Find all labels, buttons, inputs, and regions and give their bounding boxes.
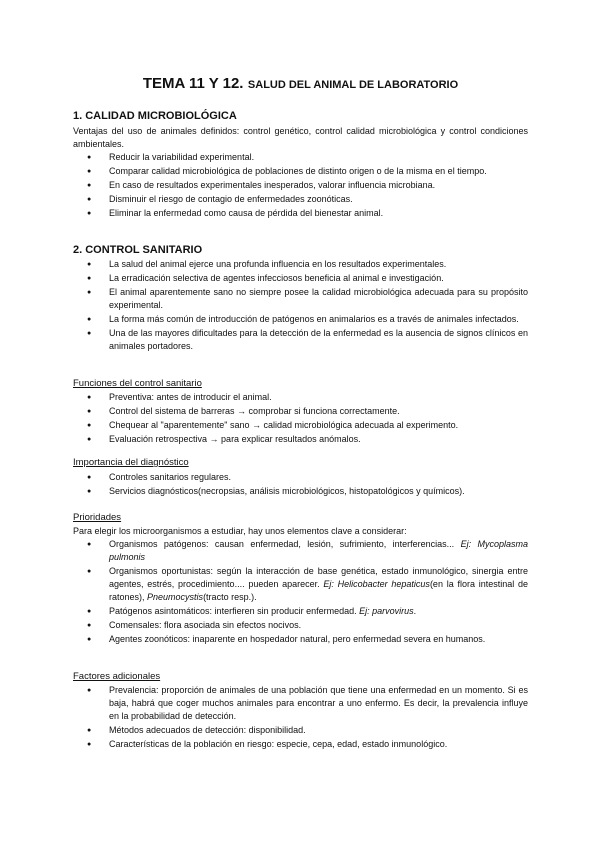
- heading-funciones: Funciones del control sanitario: [73, 378, 202, 389]
- list-item: ● Preventiva: antes de introducir el animal.: [73, 391, 528, 404]
- list-item: ● Evaluación retrospectiva → para explicar resultados anómalos.: [73, 433, 528, 446]
- title-main: TEMA 11 Y 12.: [142, 75, 244, 92]
- control-list: [73, 258, 528, 354]
- item-text: (en la flora intestinal de ratones),: [109, 579, 528, 602]
- heading-control-sanitario: 2. CONTROL SANITARIO: [73, 244, 203, 256]
- list-item: ● Control del sistema de barreras → comprobar si funciona correctamente.: [73, 405, 528, 418]
- item-example: Ej: Mycoplasma pulmonis: [109, 539, 528, 562]
- item-example: Pneumocystis: [147, 592, 204, 602]
- title-sub: SALUD DEL ANIMAL DE LABORATORIO: [247, 79, 459, 91]
- item-text: Organismos patógenos: causan enfermedad, lesión, sufrimiento, interferencias...: [109, 539, 461, 549]
- list-item: ● Patógenos asintomáticos: interfieren sin producir enfermedad. Ej: parvovirus.: [73, 605, 528, 618]
- heading-prioridades: Prioridades: [73, 512, 122, 523]
- item-text: Patógenos asintomáticos: interfieren sin producir enfermedad.: [109, 606, 360, 616]
- list-item: ● La erradicación selectiva de agentes infecciosos beneficia al animal e investigación.: [73, 272, 528, 285]
- importancia-list: [73, 471, 528, 499]
- prioridades-intro: Para elegir los microorganismos a estudiar, hay unos elementos clave a considerar:: [73, 526, 407, 536]
- list-item: ● Controles sanitarios regulares.: [73, 471, 528, 484]
- item-example: Ej: Helicobacter hepaticus: [323, 579, 430, 589]
- list-item: ● Comparar calidad microbiológica de poblaciones de distinto origen o de la misma en el tiempo.: [73, 165, 528, 178]
- heading-importancia: Importancia del diagnóstico: [73, 457, 189, 468]
- factores-list: [73, 684, 528, 752]
- calidad-intro: Ventajas del uso de animales definidos: control genético, control calidad microbiológica y control condiciones ambientales.: [73, 126, 528, 149]
- calidad-list: [73, 151, 528, 221]
- list-item: ● Características de la población en riesgo: especie, cepa, edad, estado inmunológico.: [73, 738, 528, 751]
- list-item: ● Eliminar la enfermedad como causa de pérdida del bienestar animal.: [73, 207, 528, 220]
- list-item: [73, 565, 528, 604]
- list-item: ● Chequear al "aparentemente" sano → calidad microbiológica adecuada al experimento.: [73, 419, 528, 432]
- document-title: [73, 75, 528, 93]
- list-item: ● Disminuir el riesgo de contagio de enfermedades zoonóticas.: [73, 193, 528, 206]
- item-example: Ej: parvovirus: [359, 606, 414, 616]
- prioridades-list: [73, 538, 528, 647]
- funciones-list: [73, 391, 528, 447]
- list-item: ● Reducir la variabilidad experimental.: [73, 151, 528, 164]
- heading-factores: Factores adicionales: [73, 671, 161, 682]
- list-item: ● Agentes zoonóticos: inaparente en hospedador natural, pero enfermedad severa en humanos.: [73, 633, 528, 646]
- heading-calidad: 1. CALIDAD MICROBIOLÓGICA: [73, 110, 237, 122]
- list-item: ● Servicios diagnósticos(necropsias, análisis microbiológicos, histopatológicos y químicos).: [73, 485, 528, 498]
- list-item: ● El animal aparentemente sano no siempre posee la calidad microbiológica adecuada para su propósito experimental.: [73, 286, 528, 312]
- item-text: Organismos oportunistas: según la interacción de base genética, estado inmunológico, sinergia entre agentes, estrés, procedimiento.... pueden aparecer.: [109, 566, 528, 589]
- list-item: ● Una de las mayores dificultades para la detección de la enfermedad es la ausencia de signos clínicos en animales portadores.: [73, 327, 528, 353]
- list-item: ● Prevalencia: proporción de animales de una población que tiene una enfermedad en un momento. Si es baja, habrá que coger muchos animales para encontrar a uno enfermo. Es decir, la prevalencia influye en la probabilidad de detección.: [73, 684, 528, 723]
- list-item: ● Métodos adecuados de detección: disponibilidad.: [73, 724, 528, 737]
- list-item: ● Comensales: flora asociada sin efectos nocivos.: [73, 619, 528, 632]
- list-item: [73, 538, 528, 564]
- list-item: ● En caso de resultados experimentales inesperados, valorar influencia microbiana.: [73, 179, 528, 192]
- list-item: ● La salud del animal ejerce una profunda influencia en los resultados experimentales.: [73, 258, 528, 271]
- list-item: ● La forma más común de introducción de patógenos en animalarios es a través de animales infectados.: [73, 313, 528, 326]
- item-text: (tracto resp.).: [203, 592, 257, 602]
